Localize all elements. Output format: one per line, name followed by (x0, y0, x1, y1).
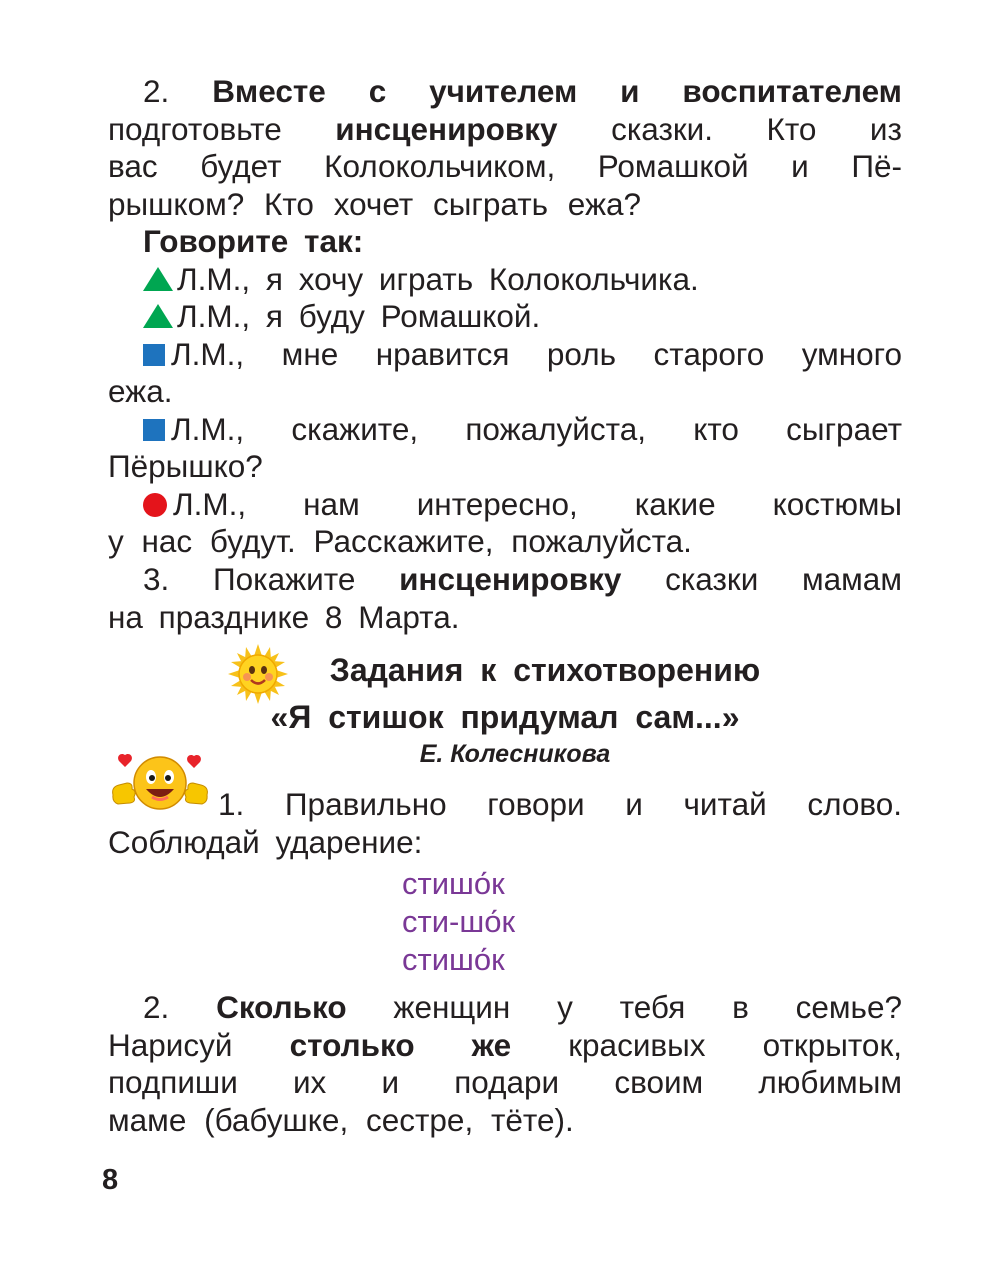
task-2-line-2: подготовьте инсценировку сказки. Кто из (108, 110, 902, 147)
poem-task-2-line-1: 2. Сколько женщин у тебя в семье? (143, 989, 902, 1025)
task-2-line-3: вас будет Колокольчиком, Ромашкой и Пё- (108, 148, 902, 184)
green-triangle-icon (143, 267, 173, 291)
speech-item-4-cont: Пёрышко? (108, 448, 263, 484)
poem-task-1 (108, 786, 902, 861)
task-3-paragraph (108, 561, 902, 636)
speech-item-1: Л.М., я хочу играть Колокольчика. (108, 261, 902, 299)
speech-item-3: Л.М., мне нравится роль старого умного (108, 336, 902, 374)
stress-word-3: стишо́к (402, 942, 505, 977)
stress-words (402, 865, 515, 979)
speech-examples (108, 223, 902, 561)
speech-item-4: Л.М., скажите, пожалуйста, кто сыграет (108, 411, 902, 449)
poem-heading-line-2: «Я стишок придумал сам...» (270, 699, 740, 735)
stress-word-2: сти-шо́к (402, 904, 516, 939)
speech-item-2: Л.М., я буду Ромашкой. (108, 298, 902, 336)
task-2-line-4: рышком? Кто хочет сыграть ежа? (108, 185, 642, 222)
speech-item-3-cont: ежа. (108, 373, 173, 409)
blue-square-icon (143, 419, 165, 441)
task-2-paragraph (108, 73, 902, 223)
task-2-line-1: 2. Вместе с учителем и воспитателем (143, 73, 902, 109)
page-number: 8 (102, 1164, 119, 1196)
poem-author: Е. Колесникова (419, 740, 611, 768)
blue-square-icon (143, 344, 165, 366)
speech-item-5-cont: у нас будут. Расскажите, пожалуйста. (108, 523, 692, 559)
poem-task-1-line-2: Соблюдай ударение: (108, 823, 423, 860)
poem-task-2-line-2: Нарисуй столько же красивых открыток, (108, 1026, 902, 1063)
green-triangle-icon (143, 304, 173, 328)
poem-task-2-line-3: подпиши их и подари своим любимым (108, 1064, 902, 1100)
poem-task-2-line-4: маме (бабушке, сестре, тёте). (108, 1101, 574, 1138)
red-circle-icon (143, 493, 167, 517)
speech-heading: Говорите так: (143, 223, 364, 259)
task-3-line-1: 3. Покажите инсценировку сказки мамам (143, 561, 902, 597)
speech-item-5: Л.М., нам интересно, какие костюмы (108, 486, 902, 524)
stress-word-1: стишо́к (402, 866, 505, 901)
poem-heading-line-1: Задания к стихотворению (329, 652, 761, 688)
poem-task-2 (108, 989, 902, 1139)
poem-task-1-line-1: 1. Правильно говори и читай слово. (218, 786, 902, 822)
task-3-line-2: на празднике 8 Марта. (108, 598, 460, 635)
